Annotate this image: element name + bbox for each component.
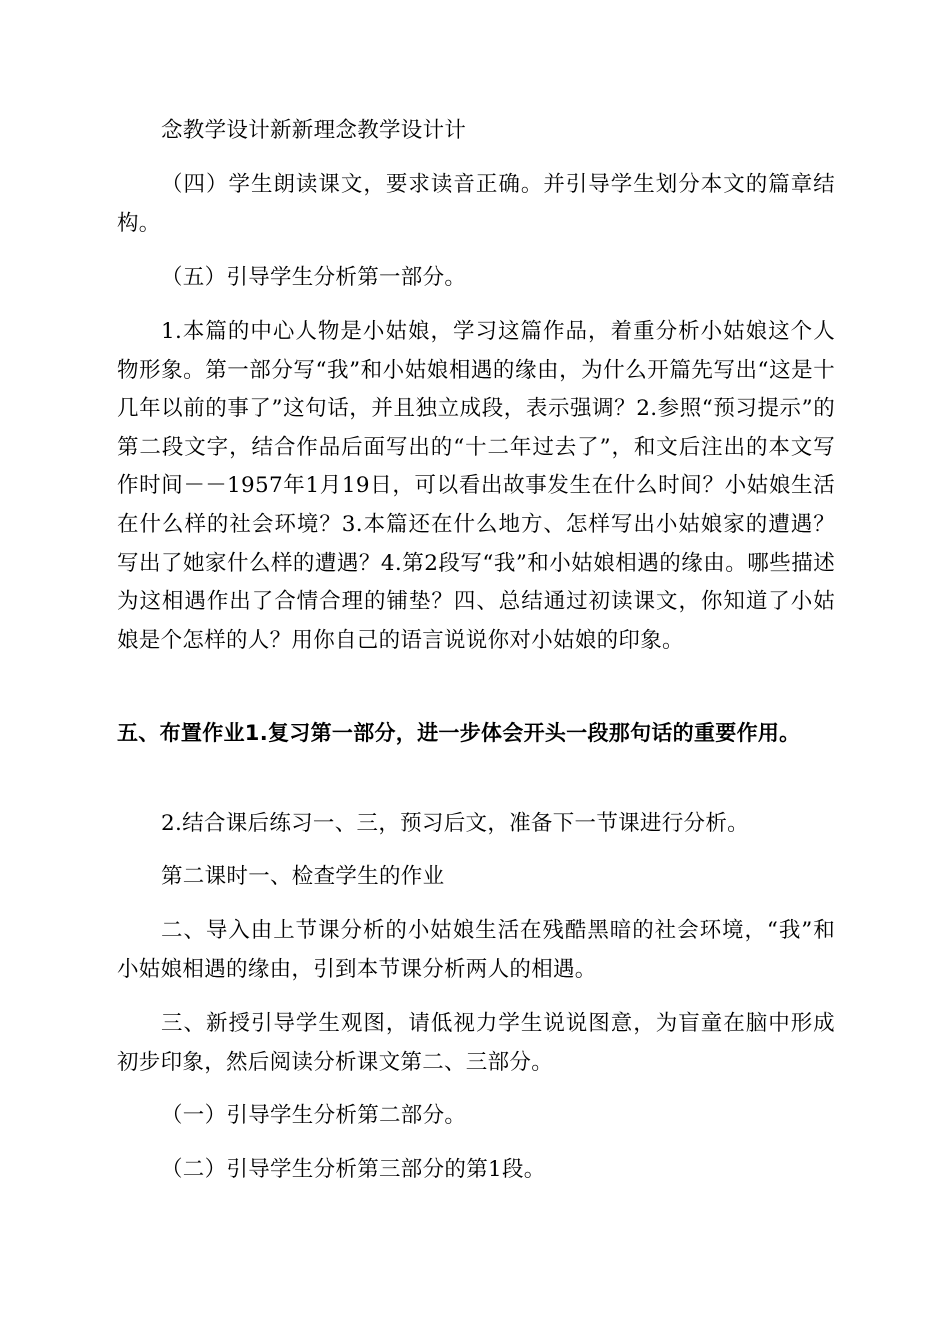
paragraph-11: （二）引导学生分析第三部分的第1段。 bbox=[161, 1157, 546, 1182]
paragraph-9: 三、新授引导学生观图，请低视力学生说说图意，为盲童在脑中形成初步印象，然后阅读分析课文第二、三部分。 bbox=[117, 1011, 835, 1075]
paragraph-6: 2.结合课后练习一、三，预习后文，准备下一节课进行分析。 bbox=[161, 811, 749, 836]
paragraph-10: （一）引导学生分析第二部分。 bbox=[161, 1103, 467, 1128]
section-heading-homework: 五、布置作业1.复习第一部分，进一步体会开头一段那句话的重要作用。 bbox=[117, 721, 801, 745]
paragraph-4: 1.本篇的中心人物是小姑娘，学习这篇作品，着重分析小姑娘这个人物形象。第一部分写“我”和小姑娘相遇的缘由，为什么开篇先写出“这是十几年以前的事了”这句话，并且独立成段，表示强调？2.参照“预习提示”的第二段文字，结合作品后面写出的“十二年过去了”，和文后注出的本文写作时间－－1957年1月19日，可以看出故事发生在什么时间？小姑娘生活在什么样的社会环境？3.本篇还在什么地方、怎样写出小姑娘家的遭遇？写出了她家什么样的遭遇？4.第2段写“我”和小姑娘相遇的缘由。哪些描述为这相遇作出了合情合理的铺垫？四、总结通过初读课文，你知道了小姑娘是个怎样的人？用你自己的语言说说你对小姑娘的印象。 bbox=[117, 319, 835, 653]
paragraph-3: （五）引导学生分析第一部分。 bbox=[161, 265, 467, 290]
paragraph-7: 第二课时一、检查学生的作业 bbox=[161, 864, 445, 889]
paragraph-1: 念教学设计新新理念教学设计计 bbox=[161, 118, 467, 143]
paragraph-8: 二、导入由上节课分析的小姑娘生活在残酷黑暗的社会环境，“我”和小姑娘相遇的缘由，引到本节课分析两人的相遇。 bbox=[117, 918, 835, 982]
paragraph-2: （四）学生朗读课文，要求读音正确。并引导学生划分本文的篇章结构。 bbox=[117, 172, 835, 236]
